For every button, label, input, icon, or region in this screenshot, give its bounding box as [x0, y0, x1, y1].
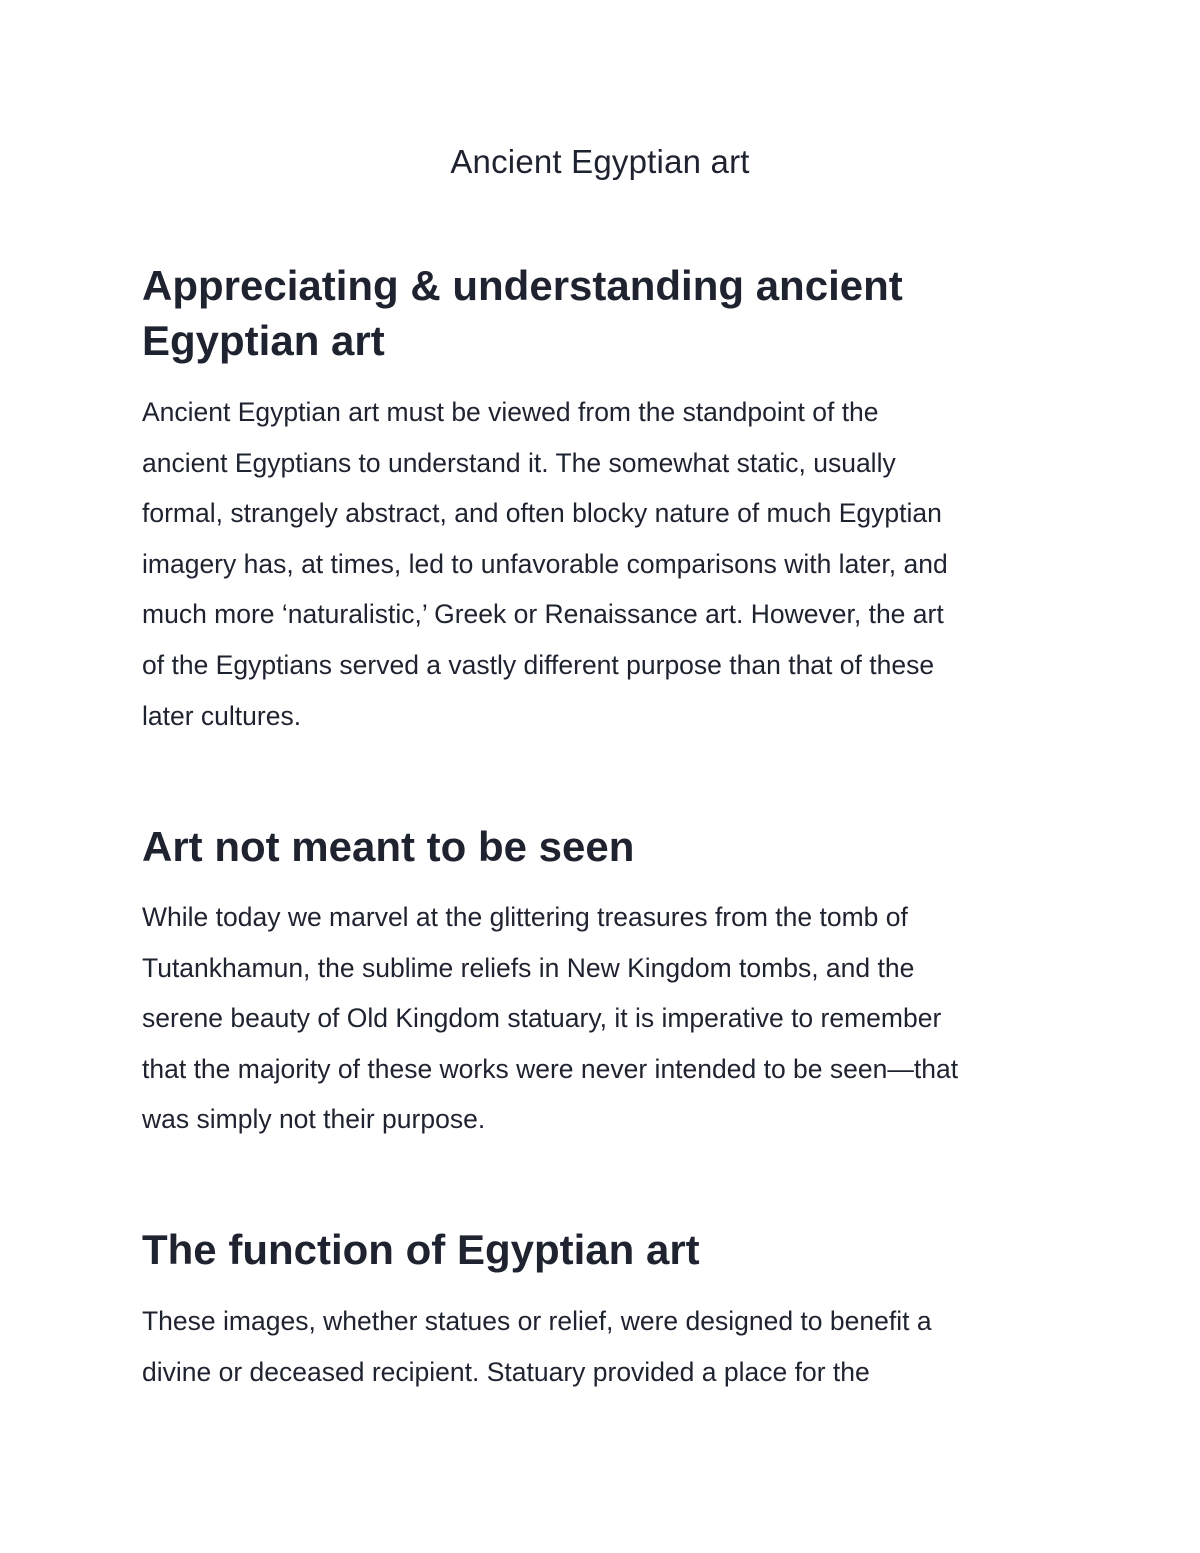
heading-line: Egyptian art: [142, 317, 385, 364]
section-heading-appreciating: [142, 258, 1062, 368]
heading-line: Appreciating & understanding ancient: [142, 262, 903, 309]
paragraph-line: ancient Egyptians to understand it. The somewhat static, usually: [142, 447, 896, 478]
paragraph-line: While today we marvel at the glittering treasures from the tomb of: [142, 902, 908, 932]
paragraph-line: formal, strangely abstract, and often blocky nature of much Egyptian: [142, 498, 942, 529]
section-paragraph-art-not-meant: [142, 892, 1062, 1145]
paragraph-line: These images, whether statues or relief, were designed to benefit a: [142, 1306, 932, 1336]
paragraph-line: much more ‘naturalistic,’ Greek or Renaissance art. However, the art: [142, 599, 944, 630]
paragraph-line: imagery has, at times, led to unfavorable comparisons with later, and: [142, 548, 948, 579]
document-title: Ancient Egyptian art: [450, 143, 750, 180]
section-heading-art-not-meant: [142, 819, 1062, 874]
paragraph-line: of the Egyptians served a vastly different purpose than that of these: [142, 649, 935, 680]
paragraph-line: later cultures.: [142, 700, 302, 731]
heading-line: Art not meant to be seen: [142, 823, 635, 870]
section-paragraph-function: [142, 1296, 1062, 1397]
heading-line: The function of Egyptian art: [142, 1226, 700, 1273]
paragraph-line: divine or deceased recipient. Statuary provided a place for the: [142, 1356, 870, 1387]
paragraph-line: Tutankhamun, the sublime reliefs in New Kingdom tombs, and the: [142, 952, 915, 983]
section-paragraph-appreciating: [142, 387, 1062, 741]
paragraph-line: was simply not their purpose.: [142, 1104, 486, 1135]
paragraph-line: that the majority of these works were never intended to be seen—that: [142, 1053, 959, 1084]
section-heading-function: [142, 1222, 1062, 1277]
paragraph-line: Ancient Egyptian art must be viewed from the standpoint of the: [142, 397, 879, 427]
paragraph-line: serene beauty of Old Kingdom statuary, it is imperative to remember: [142, 1003, 942, 1034]
